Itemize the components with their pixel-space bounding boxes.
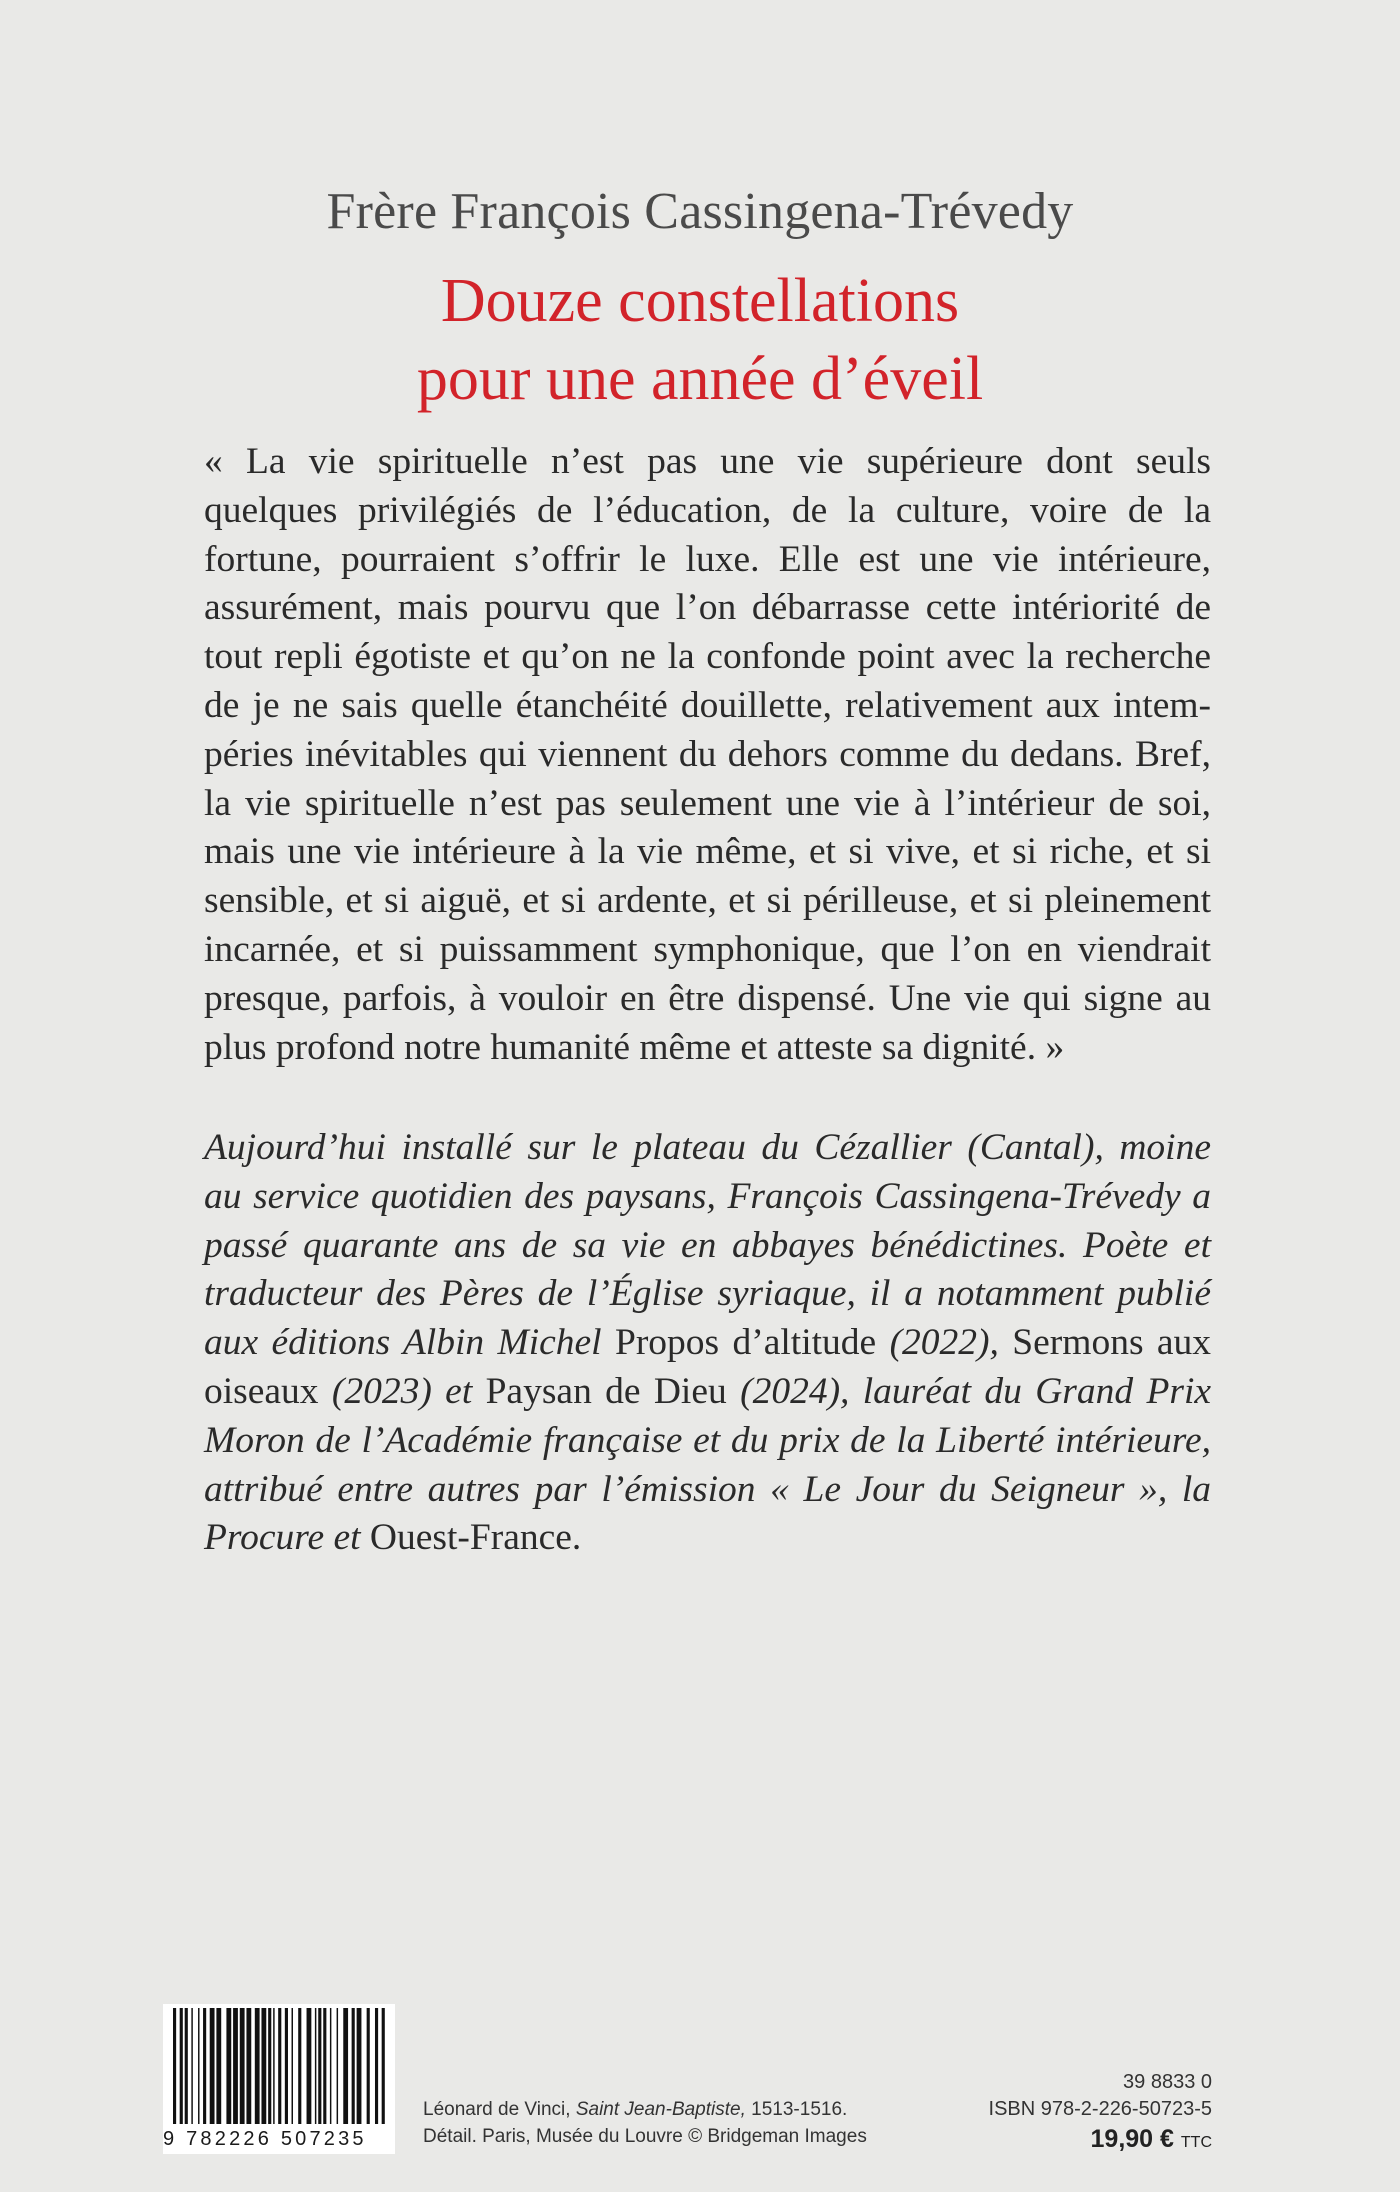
barcode-first-digit: 9 xyxy=(163,2128,178,2150)
quote-line: fortune, pourraient s’offrir le luxe. Elle est une vie intérieure, xyxy=(204,538,1211,580)
barcode-bar xyxy=(323,2008,326,2124)
image-credits xyxy=(423,2096,983,2150)
bio-text: Procure et xyxy=(204,1517,361,1559)
publication-ouest-france: Ouest-France. xyxy=(369,1517,582,1559)
price-block xyxy=(960,2069,1212,2159)
bio-line: traducteur des Pères de l’Église syriaque, il a notamment publié xyxy=(204,1273,1211,1315)
barcode-bar xyxy=(375,2008,378,2124)
quote-line: tout repli égotiste et qu’on ne la confonde point avec la recherche xyxy=(204,636,1211,678)
title-line-1: Douze constellations xyxy=(440,267,960,335)
book-title-sermons-cont: oiseaux xyxy=(204,1370,319,1412)
barcode-bar xyxy=(330,2008,331,2124)
blurb-quote xyxy=(204,438,1211,1072)
barcode-bar xyxy=(203,2008,206,2124)
author-name: Frère François Cassingena-Trévedy xyxy=(326,183,1074,240)
book-title xyxy=(0,262,1400,418)
quote-line: péries inévitables qui viennent du dehors comme du dedans. Bref, xyxy=(204,733,1211,775)
price xyxy=(960,2123,1212,2159)
barcode-bar xyxy=(292,2008,293,2124)
quote-line: de je ne sais quelle étanchéité douillette, relativement aux intem- xyxy=(204,684,1211,726)
book-title-propos: Propos d’altitude xyxy=(614,1322,877,1364)
barcode-digits xyxy=(163,2126,395,2152)
barcode-bar xyxy=(240,2008,245,2124)
book-title-paysan: Paysan de Dieu xyxy=(485,1370,727,1412)
credits-line-2: Détail. Paris, Musée du Louvre © Bridgeman Images xyxy=(423,2126,867,2147)
quote-line: plus profond notre humanité même et atteste sa dignité. » xyxy=(204,1026,1065,1068)
quote-line: presque, parfois, à vouloir en être dispensé. Une vie qui signe au xyxy=(204,977,1211,1019)
quote-line: mais une vie intérieure à la vie même, et si vive, et si riche, et si xyxy=(204,831,1211,873)
title-line-2: pour une année d’éveil xyxy=(416,345,984,413)
bio-line: attribué entre autres par l’émission « Le Jour du Seigneur », la xyxy=(204,1468,1211,1510)
isbn-number: ISBN 978-2-226-50723-5 xyxy=(988,2098,1212,2120)
quote-line: sensible, et si aiguë, et si ardente, et si périlleuse, et si pleinement xyxy=(204,880,1211,922)
bio-text: (2024), lauréat du Grand Prix xyxy=(740,1370,1212,1412)
barcode-bar xyxy=(315,2008,316,2124)
barcode-bar xyxy=(357,2008,362,2124)
barcode-bar xyxy=(352,2008,355,2124)
barcode-bar xyxy=(367,2008,370,2124)
barcode-bar xyxy=(285,2008,288,2124)
barcode-bar xyxy=(246,2008,251,2124)
credits-artist: Léonard de Vinci, xyxy=(423,2099,571,2120)
quote-line: « La vie spirituelle n’est pas une vie supérieure dont seuls xyxy=(204,441,1211,482)
barcode-bar xyxy=(307,2008,312,2124)
price-ttc: TTC xyxy=(1180,2134,1212,2151)
book-title-sermons: Sermons aux xyxy=(1012,1322,1212,1364)
credits-date: 1513-1516. xyxy=(751,2099,848,2120)
barcode-bars xyxy=(163,2004,395,2128)
quote-line: la vie spirituelle n’est pas seulement une vie à l’intérieur de soi, xyxy=(204,782,1211,824)
quote-line: assurément, mais pourvu que l’on débarrasse cette intériorité de xyxy=(204,587,1211,629)
barcode-bar xyxy=(233,2008,238,2124)
barcode-bar xyxy=(298,2008,301,2124)
barcode-bar xyxy=(261,2008,266,2124)
bio-text: (2022), xyxy=(889,1322,999,1364)
barcode-bar xyxy=(210,2008,215,2124)
credits-line-1 xyxy=(423,2096,983,2123)
barcode-left-group: 782226 xyxy=(186,2128,273,2150)
bio-line xyxy=(204,1514,1211,1563)
bio-line xyxy=(204,1368,1211,1417)
bio-line: au service quotidien des paysans, François Cassingena-Trévedy a xyxy=(204,1175,1211,1217)
barcode-bar xyxy=(216,2008,221,2124)
product-code: 39 8833 0 xyxy=(1123,2071,1212,2093)
bio-text: (2023) et xyxy=(331,1370,473,1412)
quote-line: incarnée, et si puissamment symphonique, que l’on en viendrait xyxy=(204,928,1211,970)
price-value: 19,90 € xyxy=(1090,2125,1174,2153)
barcode-bar xyxy=(185,2008,188,2124)
barcode-bar xyxy=(382,2008,385,2124)
barcode-bar xyxy=(198,2008,199,2124)
barcode-bar xyxy=(191,2008,192,2124)
barcode-bar xyxy=(173,2008,176,2124)
credits-artwork: Saint Jean-Baptiste, xyxy=(575,2099,746,2120)
isbn-barcode xyxy=(163,2004,395,2154)
barcode-bar xyxy=(273,2008,274,2124)
barcode-bar xyxy=(268,2008,271,2124)
quote-line: quelques privilégiés de l’éducation, de la culture, voire de la xyxy=(204,489,1211,531)
barcode-bar xyxy=(278,2008,281,2124)
barcode-bar xyxy=(255,2008,260,2124)
barcode-bar xyxy=(337,2008,338,2124)
author-bio xyxy=(204,1124,1211,1563)
bio-line: passé quarante ans de sa vie en abbayes bénédictines. Poète et xyxy=(204,1224,1211,1266)
bio-line: Aujourd’hui installé sur le plateau du Cézallier (Cantal), moine xyxy=(204,1127,1211,1168)
bio-line: Moron de l’Académie française et du prix de la Liberté intérieure, xyxy=(204,1419,1211,1461)
barcode-right-group: 507235 xyxy=(280,2128,367,2150)
bio-line xyxy=(204,1319,1211,1368)
barcode-bar xyxy=(180,2008,183,2124)
bio-text: aux éditions Albin Michel xyxy=(204,1322,602,1364)
barcode-bar xyxy=(318,2008,321,2124)
barcode-bar xyxy=(226,2008,231,2124)
barcode-bar xyxy=(343,2008,348,2124)
